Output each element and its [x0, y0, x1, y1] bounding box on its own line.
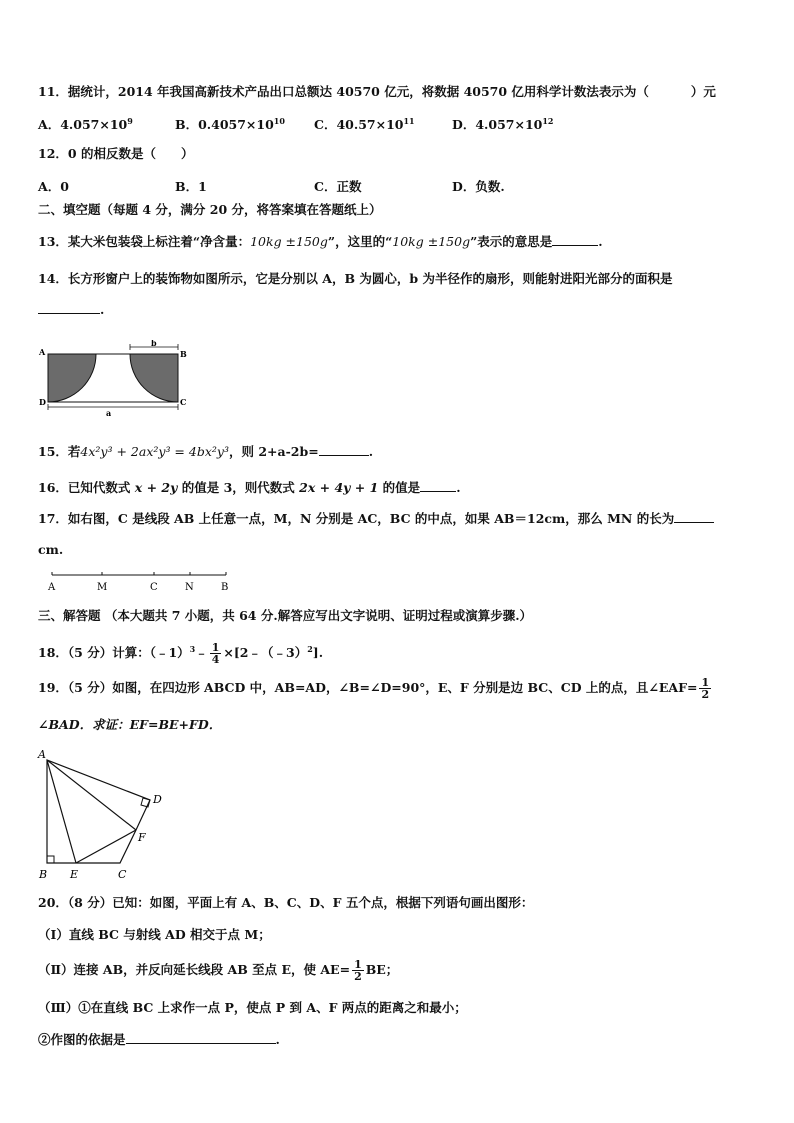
q13-answer-blank[interactable] — [552, 233, 598, 246]
label-c-point: C — [180, 397, 187, 407]
q11-option-b: B．$0.4057\times 10^{10}$ — [175, 116, 285, 132]
point-a-label: A — [48, 582, 56, 593]
vertex-b-label: B — [39, 868, 48, 881]
q20-part-1: （Ⅰ）直线 BC 与射线 AD 相交于点 M； — [38, 927, 271, 942]
q19-quadrilateral-figure — [34, 745, 166, 887]
segment-ef — [76, 830, 136, 863]
q16: 16．已知代数式 x + 2y 的值是 3，则代数式 2x + 4y + 1 的值是 . — [38, 480, 461, 495]
q19-line-1: 19．（5 分）如图，在四边形 ABCD 中，AB=AD，∠B=∠D=90°，E、F 分别是边 BC、CD 上的点，且∠EAF= $\frac{1}{2}$ — [38, 676, 710, 701]
q16-answer-blank[interactable] — [420, 479, 456, 492]
q20-answer-blank[interactable] — [126, 1031, 276, 1044]
q12-option-a: A．0 — [38, 179, 69, 194]
vertex-d-label: D — [153, 793, 162, 806]
q16-expr-1: x + 2y — [134, 480, 178, 495]
q11-option-a: A．$4.057\times 10^9$ — [38, 116, 133, 132]
q17-unit: cm. — [38, 542, 64, 557]
q14: 14．长方形窗户上的装饰物如图所示，它是分别以 A，B 为圆心，b 为半径作的扇形，则能射进阳光部分的面积是 — [38, 271, 673, 286]
label-b-point: B — [180, 349, 187, 359]
q20-stem: 20．（8 分）已知：如图，平面上有 A、B、C、D、F 五个点，根据下列语句画出图形： — [38, 895, 534, 910]
q13-math-2: 10kg ±150g — [392, 234, 471, 249]
q11-option-c: C．$40.57\times 10^{11}$ — [314, 116, 415, 132]
q12-option-b: B．1 — [175, 179, 207, 194]
q17-segment-figure — [44, 568, 240, 596]
label-b-length: b — [151, 340, 157, 348]
point-n-label: N — [185, 582, 194, 593]
label-d-point: D — [39, 397, 46, 407]
vertex-a-label: A — [38, 748, 46, 761]
q11-stem-text: 11．据统计，2014 年我国高新技术产品出口总额达 40570 亿元，将数据 40570 亿用科学计数法表示为（ — [38, 84, 649, 99]
q17-answer-blank[interactable] — [674, 510, 714, 523]
q14-answer-blank[interactable] — [38, 301, 100, 314]
q13: 13．某大米包装袋上标注着“净含量：10kg ±150g”，这里的“10kg ±150g”表示的意思是 . — [38, 234, 603, 249]
q11-paren: ）元 — [690, 84, 716, 99]
q14-answer-line: . — [38, 301, 104, 318]
point-b-label: B — [221, 582, 229, 593]
segment-ae — [47, 760, 76, 863]
q15-equation: 4x²y³ + 2ax²y³ = 4bx²y³ — [80, 444, 229, 459]
section-3-heading: 三、解答题 （本大题共 7 小题，共 64 分.解答应写出文字说明、证明过程或演算步骤.） — [38, 608, 533, 623]
q11-stem — [38, 84, 716, 100]
q19-line-2: ∠BAD．求证：EF=BE+FD． — [38, 717, 222, 732]
q20-part-3: （Ⅲ）①在直线 BC 上求作一点 P，使点 P 到 A、F 两点的距离之和最小； — [38, 1000, 467, 1015]
q14-window-figure — [36, 340, 192, 420]
label-a-length: a — [106, 408, 112, 418]
q17: 17．如右图，C 是线段 AB 上任意一点，M，N 分别是 AC，BC 的中点，如果 AB＝12cm，那么 MN 的长为 — [38, 510, 714, 527]
label-a-point: A — [39, 347, 46, 357]
q20-part-2: （Ⅱ）连接 AB，并反向延长线段 AB 至点 E，使 AE= $\frac{1}{2}$ BE； — [38, 958, 399, 983]
vertex-e-label: E — [70, 868, 79, 881]
segment-af — [47, 760, 136, 830]
q19-fraction: $\frac{1}{2}$ — [701, 676, 710, 701]
point-c-label: C — [150, 582, 158, 593]
vertex-c-label: C — [118, 868, 127, 881]
q15: 15．若4x²y³ + 2ax²y³ = 4bx²y³，则 2+a-2b= . — [38, 444, 374, 459]
q20-part-4: ②作图的依据是 . — [38, 1032, 280, 1047]
quadrilateral-abcd — [47, 760, 150, 863]
q18-fraction: $\frac{1}{4}$ — [211, 641, 220, 666]
q12-option-d: D．负数. — [452, 179, 505, 194]
point-m-label: M — [97, 582, 108, 593]
q20-fraction: $\frac{1}{2}$ — [354, 958, 362, 983]
q12-option-c: C．正数 — [314, 179, 362, 194]
q13-math-1: 10kg ±150g — [250, 234, 328, 249]
q11-option-d: D．$4.057\times 10^{12}$ — [452, 116, 554, 132]
q15-answer-blank[interactable] — [319, 443, 369, 456]
right-angle-b — [47, 856, 54, 863]
q16-expr-2: 2x + 4y + 1 — [299, 480, 379, 495]
q18: 18．（5 分）计算：（﹣1）$^3$﹣ $\frac{1}{4}$ ×[2﹣（﹣3）$^2$]. — [38, 641, 324, 666]
section-2-heading: 二、填空题（每题 4 分，满分 20 分，将答案填在答题纸上） — [38, 202, 382, 217]
q12-stem: 12．0 的相反数是（ ） — [38, 146, 194, 161]
vertex-f-label: F — [138, 831, 146, 844]
